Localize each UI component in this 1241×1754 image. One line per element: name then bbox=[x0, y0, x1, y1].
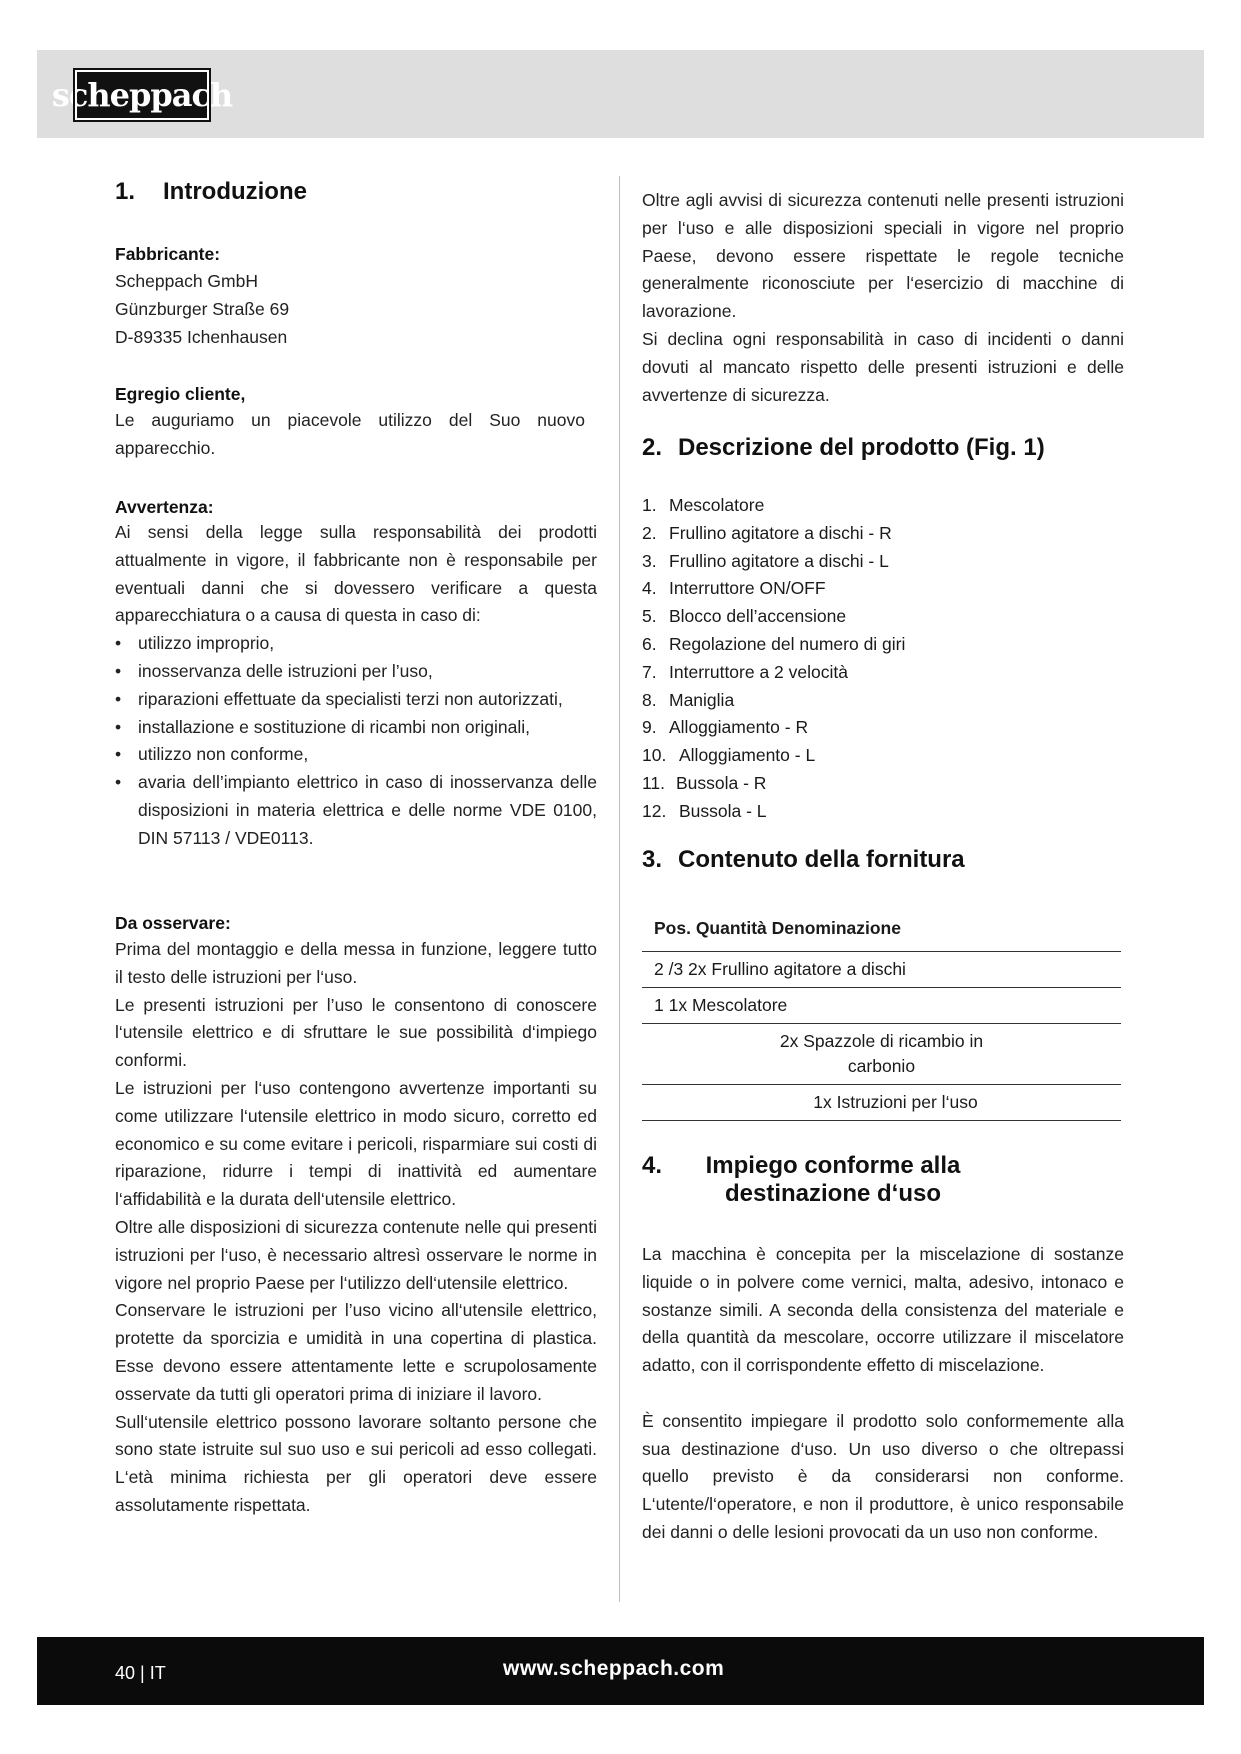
footer-band bbox=[37, 1637, 1204, 1705]
list-item: 8. Maniglia bbox=[642, 689, 735, 710]
paragraph: Prima del montaggio e della messa in funzione, leggere tutto il testo delle istruzioni per l‘uso. bbox=[115, 939, 597, 987]
paragraph: Le presenti istruzioni per l’uso le consentono di conoscere l‘utensile elettrico e di sfruttare le sue possibilità d‘impiego conformi. bbox=[115, 994, 597, 1071]
table-row: 1x Istruzioni per l‘uso bbox=[642, 1085, 1121, 1121]
list-item: • riparazioni effettuate da specialisti terzi non autorizzati, bbox=[115, 686, 597, 714]
paragraph: Oltre alle disposizioni di sicurezza contenute nelle qui presenti istruzioni per l‘uso, è necessario altresì osservare le norme in vigore nel proprio Paese per l‘utilizzo dell‘utensile elettrico. bbox=[115, 1216, 597, 1293]
sec4-block bbox=[642, 1241, 1124, 1547]
paragraph: Conservare le istruzioni per l’uso vicino all‘utensile elettrico, protette da sporcizia e umidità in una copertina di plastica. Esse devono essere attentamente lette e scrupolosamente osservate da tutti gli operatori prima di iniziare il lavoro. bbox=[115, 1300, 597, 1404]
address-line: D-89335 Ichenhausen bbox=[115, 326, 288, 347]
paragraph: La macchina è concepita per la miscelazione di sostanze liquide o in polvere come vernici, malta, adesivo, intonaco e sostanze simili. A seconda della consistenza del materiale e della quantità da mescolare, occorre utilizzare il miscelatore adatto, con il corrispondente effetto di miscelazione. bbox=[642, 1244, 1124, 1376]
avvertenza-text: Ai sensi della legge sulla responsabilità dei prodotti attualmente in vigore, il fabbricante non è responsabile per eventuali danni che si dovessero verificare a questa apparecchiatura o a causa di questa in caso di: bbox=[115, 522, 597, 626]
list-item: 6. Regolazione del numero di giri bbox=[642, 633, 906, 654]
osservare-block bbox=[115, 936, 597, 1520]
avvertenza-list bbox=[115, 630, 597, 852]
osservare-label: Da osservare: bbox=[115, 913, 231, 933]
paragraph: Si declina ogni responsabilità in caso di incidenti o danni dovuti al mancato rispetto delle presenti istruzioni e delle avvertenze di sicurezza. bbox=[642, 328, 1124, 405]
delivery-table bbox=[642, 912, 1121, 1121]
list-item: • avaria dell’impianto elettrico in caso di inosservanza delle disposizioni in materia elettrica e delle norme VDE 0100, DIN 57113 / VDE0113. bbox=[115, 769, 597, 852]
list-item: 9. Alloggiamento - R bbox=[642, 717, 809, 738]
list-item: • installazione e sostituzione di ricambi non originali, bbox=[115, 714, 597, 742]
website-url: www.scheppach.com bbox=[503, 1657, 725, 1680]
section-2-heading: 2. Descrizione del prodotto (Fig. 1) bbox=[642, 434, 1045, 461]
paragraph: Oltre agli avvisi di sicurezza contenuti nelle presenti istruzioni per l‘uso e alle disposizioni speciali in vigore nel proprio Paese, devono essere rispettate le regole tecniche generalmente riconosciute per l‘esercizio di macchine di lavorazione. bbox=[642, 190, 1124, 322]
parts-list bbox=[642, 492, 905, 826]
paragraph: Sull‘utensile elettrico possono lavorare soltanto persone che sono state istruite sul suo uso e sui pericoli ad esso collegati. L‘età minima richiesta per gli operatori deve essere assolutamente rispettata. bbox=[115, 1411, 597, 1515]
section-1-heading: 1. Introduzione bbox=[115, 178, 307, 205]
manufacturer-address bbox=[115, 268, 597, 351]
list-item: 4. Interruttore ON/OFF bbox=[642, 578, 826, 599]
list-item: 11. Bussola - R bbox=[642, 772, 767, 793]
address-line: Scheppach GmbH bbox=[115, 271, 258, 291]
header-band bbox=[37, 50, 1204, 138]
scheppach-logo: scheppach bbox=[75, 70, 209, 120]
list-item: • inosservanza delle istruzioni per l’uso, bbox=[115, 658, 597, 686]
address-line: Günzburger Straße 69 bbox=[115, 298, 290, 319]
list-item: 3. Frullino agitatore a dischi - L bbox=[642, 550, 889, 571]
avvertenza-label: Avvertenza: bbox=[115, 497, 214, 517]
list-item: 10. Alloggiamento - L bbox=[642, 745, 816, 766]
table-header: Pos. Quantità Denominazione bbox=[642, 912, 1121, 952]
list-item: 7. Interruttore a 2 velocità bbox=[642, 661, 848, 682]
avvertenza-block bbox=[115, 519, 597, 853]
fabbricante-label: Fabbricante: bbox=[115, 244, 221, 264]
list-item: • utilizzo improprio, bbox=[115, 630, 597, 658]
section-4-heading: 4. Impiego conforme alla destinazione d‘uso bbox=[642, 1152, 961, 1207]
list-item: 12. Bussola - L bbox=[642, 800, 767, 821]
egregio-label: Egregio cliente, bbox=[115, 384, 246, 404]
table-row: 2x Spazzole di ricambio in carbonio bbox=[642, 1024, 1121, 1085]
list-item: 5. Blocco dell’accensione bbox=[642, 606, 847, 627]
table-row: 1 1x Mescolatore bbox=[642, 988, 1121, 1024]
page-number: 40 | IT bbox=[115, 1663, 166, 1683]
column-divider bbox=[619, 176, 620, 1602]
paragraph: È consentito impiegare il prodotto solo conformemente alla sua destinazione d‘uso. Un uso diverso o che oltrepassi quello previsto è da considerarsi non conforme. L‘utente/l‘operatore, e non il produttore, è unico responsabile dei danni o delle lesioni provocati da un uso non conforme. bbox=[642, 1410, 1124, 1542]
paragraph: Le istruzioni per l‘uso contengono avvertenze importanti su come utilizzare l‘utensile elettrico in modo sicuro, corretto ed economico e su come evitare i pericoli, risparmiare sui costi di riparazione, ridurre i tempi di inattività ed aumentare l‘affidabilità e la durata dell‘utensile elettrico. bbox=[115, 1077, 597, 1210]
egregio-text: Le auguriamo un piacevole utilizzo del Suo nuovo apparecchio. bbox=[115, 410, 585, 458]
section-3-heading: 3. Contenuto della fornitura bbox=[642, 846, 965, 873]
list-item: 2. Frullino agitatore a dischi - R bbox=[642, 522, 892, 543]
list-item: • utilizzo non conforme, bbox=[115, 741, 597, 769]
intro-block bbox=[642, 187, 1124, 409]
list-item: 1. Mescolatore bbox=[642, 495, 765, 515]
table-row: 2 /3 2x Frullino agitatore a dischi bbox=[642, 952, 1121, 988]
